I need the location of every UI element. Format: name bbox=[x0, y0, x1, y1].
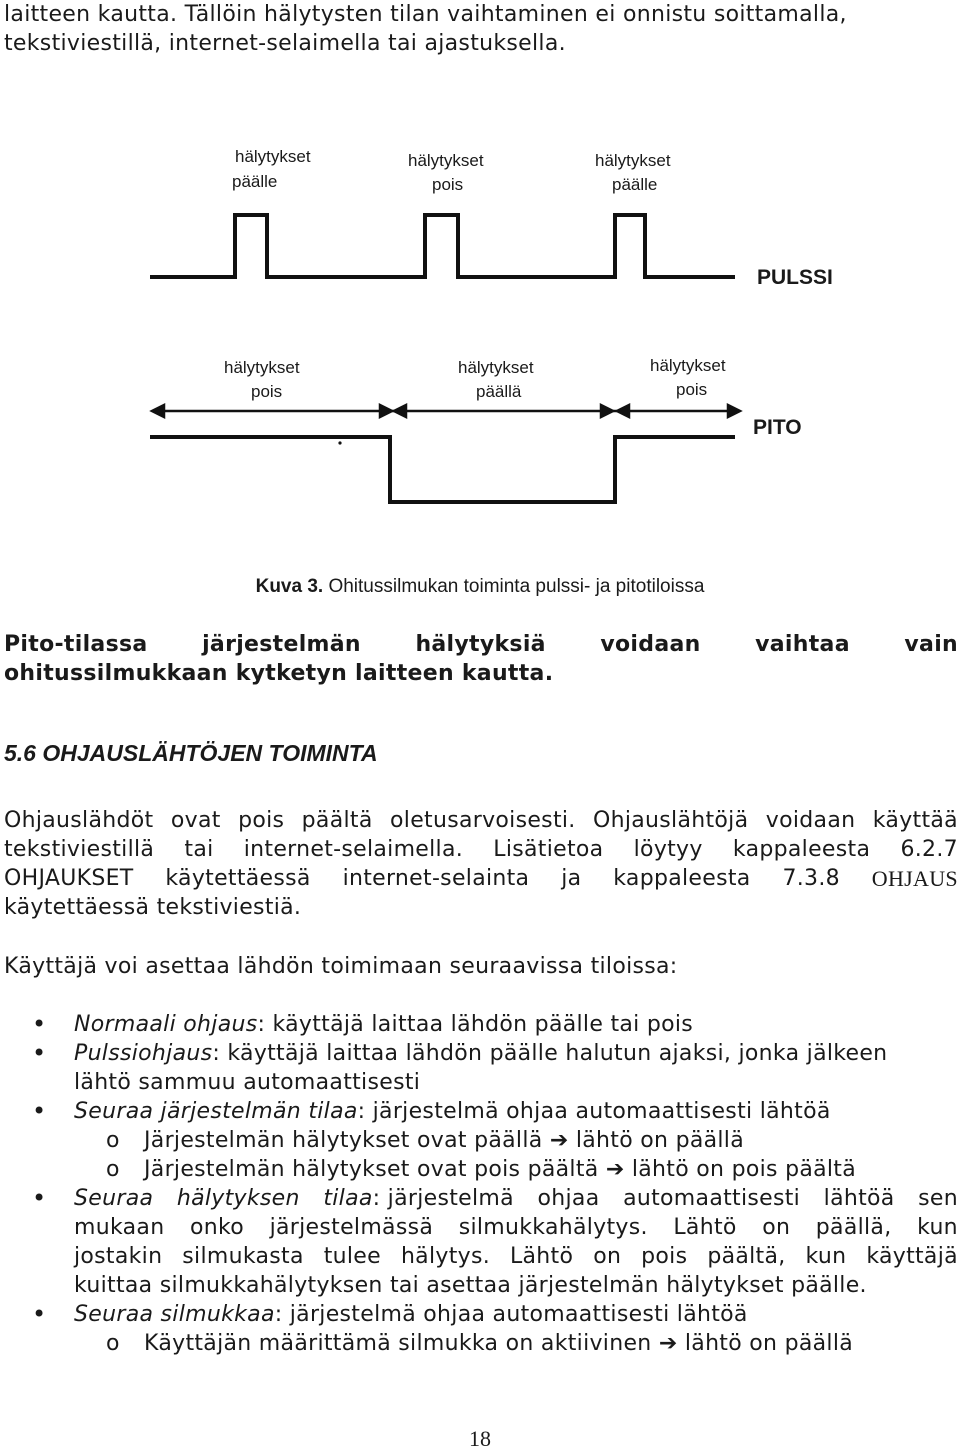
word: pois bbox=[641, 1244, 688, 1269]
word: päältä, bbox=[707, 1244, 786, 1269]
list-term: Normaali ohjaus bbox=[74, 1012, 258, 1037]
list-term-word: tilaa bbox=[323, 1186, 373, 1211]
pito-label-3-l2: pois bbox=[676, 380, 708, 399]
word: OHJAUKSET bbox=[4, 866, 134, 891]
para2-line-1 bbox=[4, 806, 958, 835]
word: vain bbox=[904, 632, 958, 657]
word: Lisätietoa bbox=[493, 837, 604, 862]
list-term: Seuraa silmukkaa bbox=[74, 1302, 275, 1327]
bold-para-line-2: ohitussilmukkaan kytketyn laitteen kautta. bbox=[4, 661, 554, 686]
pulse-waveform bbox=[150, 215, 735, 277]
list-item-1 bbox=[74, 1010, 693, 1039]
pito-label-2-l1: hälytykset bbox=[458, 358, 534, 377]
word: lähtöä bbox=[823, 1186, 895, 1211]
word: hälytys. bbox=[400, 1244, 490, 1269]
arrow-icon: ➔ bbox=[549, 1128, 569, 1153]
para2-line-4: käytettäessä tekstiviestiä. bbox=[4, 895, 302, 920]
word: oletusarvoisesti. bbox=[390, 808, 576, 833]
pulse-title: PULSSI bbox=[757, 266, 833, 289]
word: pois bbox=[238, 808, 285, 833]
bullet-icon: • bbox=[32, 1010, 47, 1038]
pito-label-1-l1: hälytykset bbox=[224, 358, 300, 377]
word: on bbox=[593, 1244, 622, 1269]
stray-dot bbox=[338, 441, 341, 444]
word: voidaan bbox=[600, 632, 701, 657]
arrow-icon: ➔ bbox=[658, 1331, 678, 1356]
list-item-2 bbox=[74, 1039, 887, 1068]
bullet-icon: • bbox=[32, 1300, 47, 1328]
list-text: : järjestelmä ohjaa automaattisesti lähtöä bbox=[357, 1099, 831, 1124]
sub-text-a: Käyttäjän määrittämä silmukka on aktiivinen bbox=[144, 1331, 652, 1356]
word: löytyy bbox=[633, 837, 703, 862]
word: on bbox=[762, 1215, 791, 1240]
intro-line-1 bbox=[4, 0, 958, 29]
para3: Käyttäjä voi asettaa lähdön toimimaan seuraavissa tiloissa: bbox=[4, 954, 678, 979]
sub-text-b: lähtö on pois päältä bbox=[631, 1157, 857, 1182]
word: 6.2.7 bbox=[900, 837, 958, 862]
word: OHJAUS bbox=[871, 866, 958, 891]
list-item-2-line-2: lähtö sammuu automaattisesti bbox=[74, 1070, 421, 1095]
sub-item-3 bbox=[144, 1329, 853, 1358]
word: päältä bbox=[301, 808, 373, 833]
word: internet-selaimella. bbox=[243, 837, 464, 862]
list-text: : käyttäjä laittaa lähdön päälle halutun ajaksi, jonka jälkeen bbox=[212, 1041, 888, 1066]
sub-text-a: Järjestelmän hälytykset ovat päällä bbox=[144, 1128, 543, 1153]
caption-text: Ohitussilmukan toiminta pulssi- ja pitotiloissa bbox=[323, 576, 705, 597]
word: silmukasta bbox=[182, 1244, 304, 1269]
word: tekstiviestillä bbox=[4, 837, 155, 862]
word: internet-selainta bbox=[342, 866, 530, 891]
list-item-4-line-2 bbox=[74, 1213, 958, 1242]
word: järjestelmän bbox=[202, 632, 361, 657]
pulse-label-2-l1: hälytykset bbox=[408, 151, 484, 170]
word: Lähtö bbox=[673, 1215, 737, 1240]
sub-text-b: lähtö on päällä bbox=[684, 1331, 854, 1356]
pito-waveform bbox=[150, 437, 735, 502]
bullet-icon: • bbox=[32, 1097, 47, 1125]
pulse-label-1-l2: päälle bbox=[232, 172, 278, 191]
intro-line-2: tekstiviestillä, internet-selaimella tai ajastuksella. bbox=[4, 31, 566, 56]
bullet-icon: • bbox=[32, 1184, 47, 1212]
word: Ohjauslähdöt bbox=[4, 808, 154, 833]
bold-para-line-1 bbox=[4, 630, 958, 659]
sub-bullet-icon: o bbox=[106, 1331, 120, 1356]
sub-text-b: lähtö on päällä bbox=[575, 1128, 745, 1153]
pito-label-3-l1: hälytykset bbox=[650, 356, 726, 375]
list-item-4-line-4: kuittaa silmukkahälytyksen tai asettaa järjestelmän hälytykset päälle. bbox=[74, 1273, 867, 1298]
list-item-5 bbox=[74, 1300, 748, 1329]
word: kappaleesta bbox=[613, 866, 751, 891]
pito-label-2-l2: päällä bbox=[476, 382, 522, 401]
word: järjestelmässä bbox=[269, 1215, 434, 1240]
pito-arrows bbox=[152, 405, 740, 417]
pulse-label-2-l2: pois bbox=[432, 175, 464, 194]
para2-line-3 bbox=[4, 864, 958, 893]
word: vaihtaa bbox=[755, 632, 850, 657]
list-text: : järjestelmä ohjaa automaattisesti lähtöä bbox=[274, 1302, 748, 1327]
list-term: Seuraa järjestelmän tilaa bbox=[74, 1099, 358, 1124]
word: 7.3.8 bbox=[782, 866, 840, 891]
sub-bullet-icon: o bbox=[106, 1128, 120, 1153]
word: ja bbox=[561, 866, 582, 891]
list-term: Pulssiohjaus bbox=[74, 1041, 213, 1066]
figure-caption bbox=[0, 576, 960, 598]
word: automaattisesti bbox=[623, 1186, 801, 1211]
sub-text-a: Järjestelmän hälytykset ovat pois päältä bbox=[144, 1157, 599, 1182]
list-item-4-line-3 bbox=[74, 1242, 958, 1271]
word: mukaan bbox=[74, 1215, 165, 1240]
pulse-pito-diagram bbox=[140, 140, 860, 510]
word: Lähtö bbox=[509, 1244, 574, 1269]
word: ovat bbox=[170, 808, 221, 833]
word: Pito-tilassa bbox=[4, 632, 148, 657]
word: kun bbox=[805, 1244, 847, 1269]
word: päällä, bbox=[815, 1215, 892, 1240]
pulse-label-3-l1: hälytykset bbox=[595, 151, 671, 170]
list-item-4 bbox=[74, 1184, 958, 1213]
list-term-word: Seuraa bbox=[74, 1186, 154, 1211]
sub-bullet-icon: o bbox=[106, 1157, 120, 1182]
word: : järjestelmä bbox=[372, 1186, 514, 1211]
word: kun bbox=[917, 1215, 958, 1240]
arrow-icon: ➔ bbox=[605, 1157, 625, 1182]
word: silmukkahälytys. bbox=[458, 1215, 648, 1240]
intro-text-1: laitteen kautta. Tällöin hälytysten tilan vaihtaminen ei onnistu soittamalla, bbox=[4, 2, 847, 27]
word: sen bbox=[918, 1186, 958, 1211]
word: käyttää bbox=[872, 808, 958, 833]
word: käyttäjä bbox=[866, 1244, 958, 1269]
word: Ohjauslähtöjä bbox=[593, 808, 749, 833]
sub-item-2 bbox=[144, 1155, 856, 1184]
list-text: : käyttäjä laittaa lähdön päälle tai pois bbox=[257, 1012, 694, 1037]
pito-label-1-l2: pois bbox=[251, 382, 283, 401]
word: ohjaa bbox=[537, 1186, 600, 1211]
section-heading: 5.6 OHJAUSLÄHTÖJEN TOIMINTA bbox=[4, 740, 378, 766]
page-number: 18 bbox=[469, 1426, 491, 1451]
word: hälytyksiä bbox=[415, 632, 546, 657]
word: onko bbox=[190, 1215, 245, 1240]
para2-line-2 bbox=[4, 835, 958, 864]
word: tulee bbox=[323, 1244, 381, 1269]
list-term-word: hälytyksen bbox=[176, 1186, 300, 1211]
list-item-3 bbox=[74, 1097, 831, 1126]
sub-item-1 bbox=[144, 1126, 744, 1155]
word: voidaan bbox=[765, 808, 856, 833]
pito-title: PITO bbox=[753, 416, 802, 439]
word: jostakin bbox=[74, 1244, 163, 1269]
pulse-label-3-l2: päälle bbox=[612, 175, 658, 194]
word: käytettäessä bbox=[165, 866, 311, 891]
pulse-label-1-l1: hälytykset bbox=[235, 147, 311, 166]
word: kappaleesta bbox=[732, 837, 871, 862]
word: tai bbox=[184, 837, 214, 862]
bullet-icon: • bbox=[32, 1039, 47, 1067]
caption-label: Kuva 3. bbox=[255, 576, 324, 597]
